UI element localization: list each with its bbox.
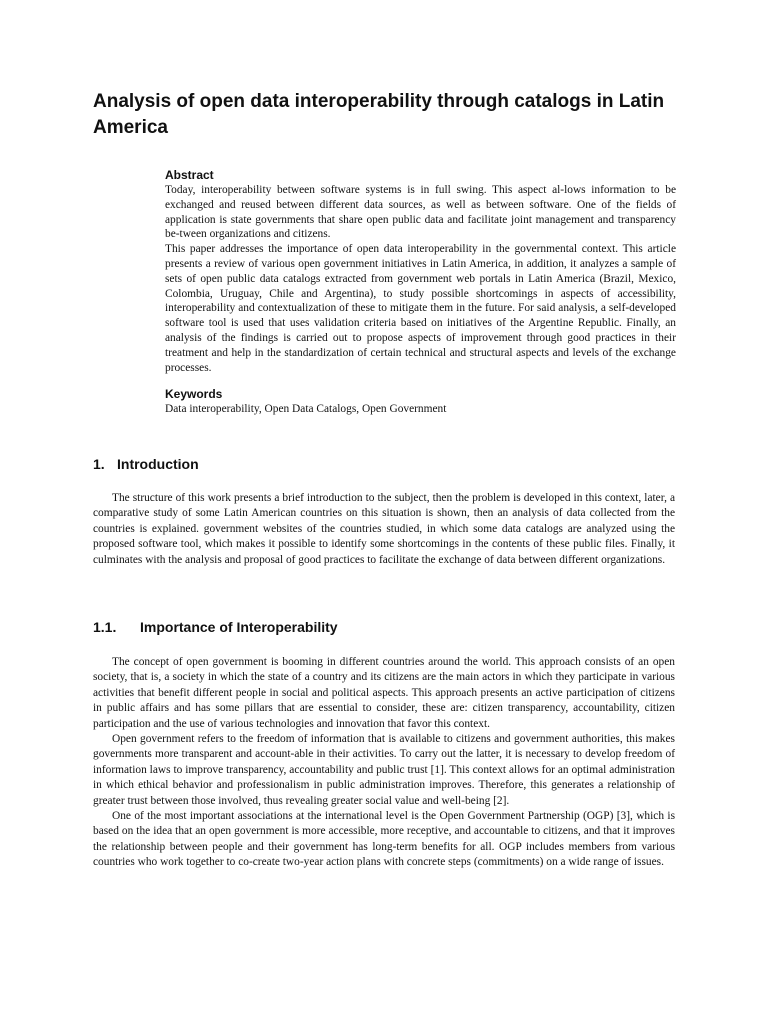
keywords-text: Data interoperability, Open Data Catalogs, Open Government — [165, 403, 447, 416]
abstract-paragraph-1: Today, interoperability between software systems is in full swing. This aspect al-lows information to be exchanged and reused between different data sources, as well as between software. One of the fields of application is state governments that share open public data and facilitate joint management and transparency be-tween organizations and citizens. — [165, 184, 676, 241]
section-heading-importance — [93, 618, 338, 636]
abstract-label: Abstract — [165, 168, 214, 182]
body-paragraph: The structure of this work presents a brief introduction to the subject, then the problem is developed in this context, later, a comparative study of some Latin American countries on this situation is shown, then an analysis of data collected from the countries is explained. government websites of the countries studied, in which some data catalogs are analyzed using the proposed software tool, which makes it possible to identify some shortcomings in the contents of these public files. Finally, it culminates with the analysis and proposal of good practices to facilitate the exchange of data between different organizations. — [93, 492, 675, 566]
section-title: Introduction — [117, 456, 199, 472]
body-paragraph: One of the most important associations at the international level is the Open Government Partnership (OGP) [3], which is based on the idea that an open government is more accessible, more receptive, and accountable to citizens, and that it improves the relationship between people and their government has long-term benefits for all. OGP includes members from various countries who work together to co-create two-year action plans with concrete steps (commitments) on a wide range of issues. — [93, 810, 675, 869]
abstract-paragraph-2: This paper addresses the importance of open data interoperability in the governmental context. This article presents a review of various open government initiatives in Latin America, in addition, it analyzes a sample of sets of open public data catalogs extracted from government web portals in Latin America (Brazil, Mexico, Colombia, Uruguay, Chile and Argentina), to study possible shortcomings in aspects of accessibility, interoperability and contextualization of these to mitigate them in the future. For said analysis, a self-developed software tool is used that uses validation criteria based on initiatives of the Argentine Republic. Finally, an analysis of the findings is carried out to propose aspects of improvement through good practices in their treatment and help in the standardization of certain technical and structural aspects and levels of the exchange processes. — [165, 243, 676, 374]
section-number: 1. — [93, 456, 105, 472]
abstract-block — [165, 168, 676, 417]
importance-body — [93, 655, 675, 871]
body-paragraph: Open government refers to the freedom of information that is available to citizens and government authorities, this makes governments more transparent and account-able in their activities. To carry out the latter, it is necessary to develop freedom of information laws to improve transparency, accountability and public trust [1]. This context allows for an optimal administration in which ethical behavior and professionalism in public administration improves. Therefore, this generates a relationship of greater trust between those involved, thus revealing greater social value and well-being [2]. — [93, 733, 675, 807]
section-heading-introduction — [93, 455, 199, 473]
body-paragraph: The concept of open government is booming in different countries around the world. This approach consists of an open society, that is, a society in which the state of a country and its citizens are the main actors in which they participate in various activities that benefit different people in social and political aspects. This approach presents an active participation of citizens in public affairs and has some pillars that are essential to consider, these are: citizen transparency, accountability, citizen participation and the use of various technologies and innovation that favor this context. — [93, 656, 675, 730]
keywords-label: Keywords — [165, 387, 223, 402]
introduction-body — [93, 491, 675, 568]
section-title: Importance of Interoperability — [140, 619, 338, 635]
paper-title: Analysis of open data interoperability through catalogs in Latin America — [93, 91, 665, 138]
abstract-text — [165, 183, 676, 375]
section-number: 1.1. — [93, 619, 117, 635]
